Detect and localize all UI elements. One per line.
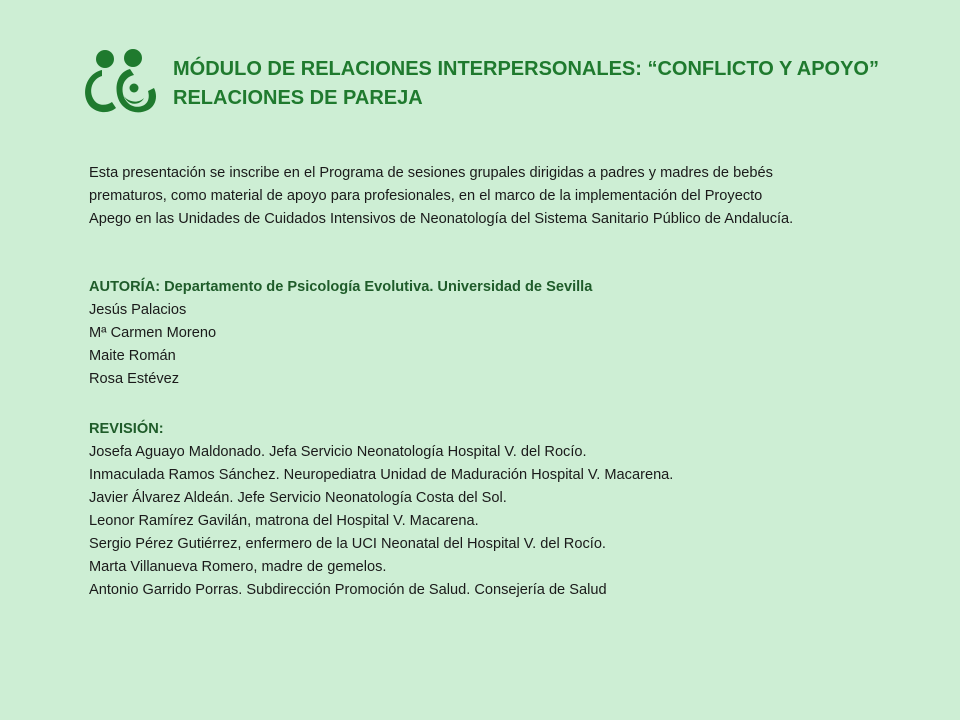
- intro-line: Esta presentación se inscribe en el Programa de sesiones grupales dirigidas a padres y madres de bebés: [89, 165, 773, 181]
- review-entry: Inmaculada Ramos Sánchez. Neuropediatra Unidad de Maduración Hospital V. Macarena.: [89, 467, 674, 483]
- title-line-1: MÓDULO DE RELACIONES INTERPERSONALES: “CONFLICTO Y APOYO”: [173, 58, 879, 80]
- authorship-section: [89, 276, 592, 391]
- author-name: Maite Román: [89, 348, 176, 364]
- review-entry: Marta Villanueva Romero, madre de gemelos.: [89, 559, 387, 575]
- review-entry: Antonio Garrido Porras. Subdirección Promoción de Salud. Consejería de Salud: [89, 582, 607, 598]
- author-name: Mª Carmen Moreno: [89, 325, 217, 341]
- intro-paragraph: [89, 162, 929, 231]
- title-line-2: RELACIONES DE PAREJA: [173, 87, 423, 109]
- intro-line: Apego en las Unidades de Cuidados Intensivos de Neonatología del Sistema Sanitario Público de Andalucía.: [89, 211, 794, 227]
- author-name: Jesús Palacios: [89, 302, 187, 318]
- author-name: Rosa Estévez: [89, 371, 180, 387]
- review-entry: Sergio Pérez Gutiérrez, enfermero de la UCI Neonatal del Hospital V. del Rocío.: [89, 536, 606, 552]
- review-heading: REVISIÓN:: [89, 421, 164, 437]
- page-title: [173, 55, 953, 113]
- review-section: [89, 418, 673, 602]
- family-logo-icon: [78, 46, 160, 120]
- review-entry: Javier Álvarez Aldeán. Jefe Servicio Neonatología Costa del Sol.: [89, 490, 507, 506]
- review-entry: Leonor Ramírez Gavilán, matrona del Hospital V. Macarena.: [89, 513, 479, 529]
- intro-line: prematuros, como material de apoyo para profesionales, en el marco de la implementación del Proyecto: [89, 188, 763, 204]
- authorship-heading: AUTORÍA: Departamento de Psicología Evolutiva. Universidad de Sevilla: [89, 279, 593, 295]
- review-entry: Josefa Aguayo Maldonado. Jefa Servicio Neonatología Hospital V. del Rocío.: [89, 444, 587, 460]
